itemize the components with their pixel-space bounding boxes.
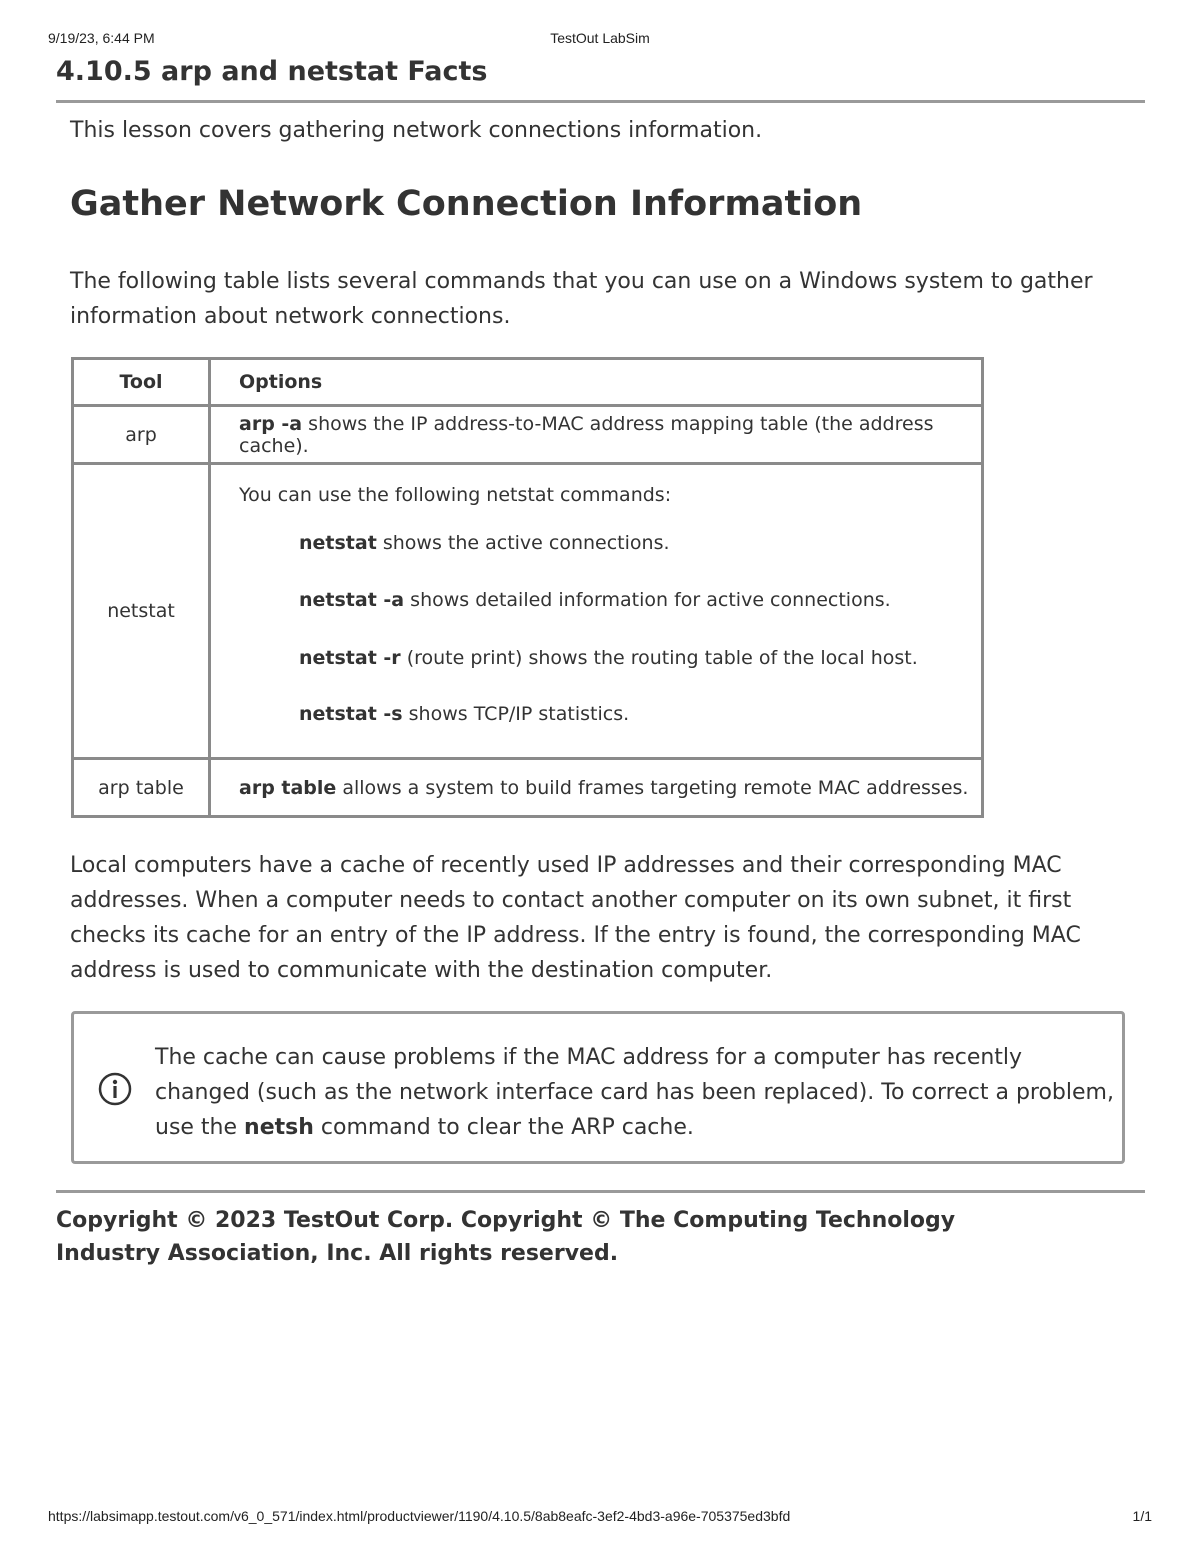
options-cell — [210, 464, 983, 759]
header-tool: Tool — [73, 359, 210, 406]
callout-command: netsh — [244, 1115, 314, 1140]
info-callout — [71, 1011, 1125, 1164]
command-name: netstat -a — [299, 589, 405, 611]
options-cell — [210, 759, 983, 817]
command-description: shows detailed information for active connections. — [404, 589, 891, 611]
intro-text: This lesson covers gathering network connections information. — [70, 118, 763, 143]
print-page-number: 1/1 — [1132, 1508, 1152, 1524]
tool-cell: arp table — [73, 759, 210, 817]
callout-text — [155, 1040, 1115, 1145]
body-paragraph: Local computers have a cache of recently used IP addresses and their corresponding MAC addresses. When a computer needs to contact another computer on its own subnet, it first checks its cache for an entry of the IP address. If the entry is found, the corresponding MAC address is used to communicate with the destination computer. — [70, 853, 1081, 983]
copyright-notice: Copyright © 2023 TestOut Corp. Copyright © The Computing Technology Industry Association, Inc. All rights reserved. — [56, 1208, 956, 1266]
netstat-intro: You can use the following netstat commands: — [239, 484, 672, 506]
callout-text-part: command to clear the ARP cache. — [313, 1115, 694, 1140]
print-datetime: 9/19/23, 6:44 PM — [48, 30, 155, 46]
page-title: 4.10.5 arp and netstat Facts — [56, 56, 488, 87]
command-description: shows the IP address-to-MAC address mapping table (the address cache). — [239, 412, 934, 457]
commands-table — [71, 357, 984, 818]
table-row-arp-table — [73, 759, 983, 817]
command-description: shows the active connections. — [376, 532, 670, 554]
netstat-command-item — [299, 647, 918, 669]
command-name: netstat -s — [299, 703, 403, 725]
header-options: Options — [210, 359, 983, 406]
netstat-command-item — [299, 589, 891, 611]
print-url: https://labsimapp.testout.com/v6_0_571/index.html/productviewer/1190/4.10.5/8ab8eafc-3ef2-4bd3-a96e-705375ed3bfd — [48, 1508, 791, 1524]
command-name: netstat -r — [299, 647, 401, 669]
tool-cell: arp — [73, 406, 210, 464]
command-description: (route print) shows the routing table of the local host. — [400, 647, 918, 669]
tool-cell: netstat — [73, 464, 210, 759]
options-cell — [210, 406, 983, 464]
print-header — [48, 30, 1152, 48]
section-heading: Gather Network Connection Information — [70, 184, 863, 224]
netstat-command-item — [299, 532, 670, 554]
print-footer — [48, 1508, 1152, 1526]
command-description: allows a system to build frames targeting remote MAC addresses. — [336, 776, 969, 799]
command-name: arp table — [239, 776, 337, 799]
command-description: shows TCP/IP statistics. — [402, 703, 630, 725]
table-header-row — [73, 359, 983, 406]
command-name: arp -a — [239, 412, 303, 435]
info-icon — [98, 1072, 132, 1106]
footer-divider — [56, 1190, 1145, 1193]
print-site-title: TestOut LabSim — [550, 30, 650, 46]
table-row-netstat — [73, 464, 983, 759]
netstat-command-item — [299, 703, 629, 725]
lead-paragraph: The following table lists several commands that you can use on a Windows system to gather information about network connections. — [70, 269, 1093, 329]
callout-text-part: The cache can cause problems if the MAC address for a computer has recently changed (such as the network interface card has been replaced). To correct a problem, use the — [155, 1045, 1114, 1140]
command-name: netstat — [299, 532, 377, 554]
title-divider — [56, 100, 1145, 103]
table-row-arp — [73, 406, 983, 464]
